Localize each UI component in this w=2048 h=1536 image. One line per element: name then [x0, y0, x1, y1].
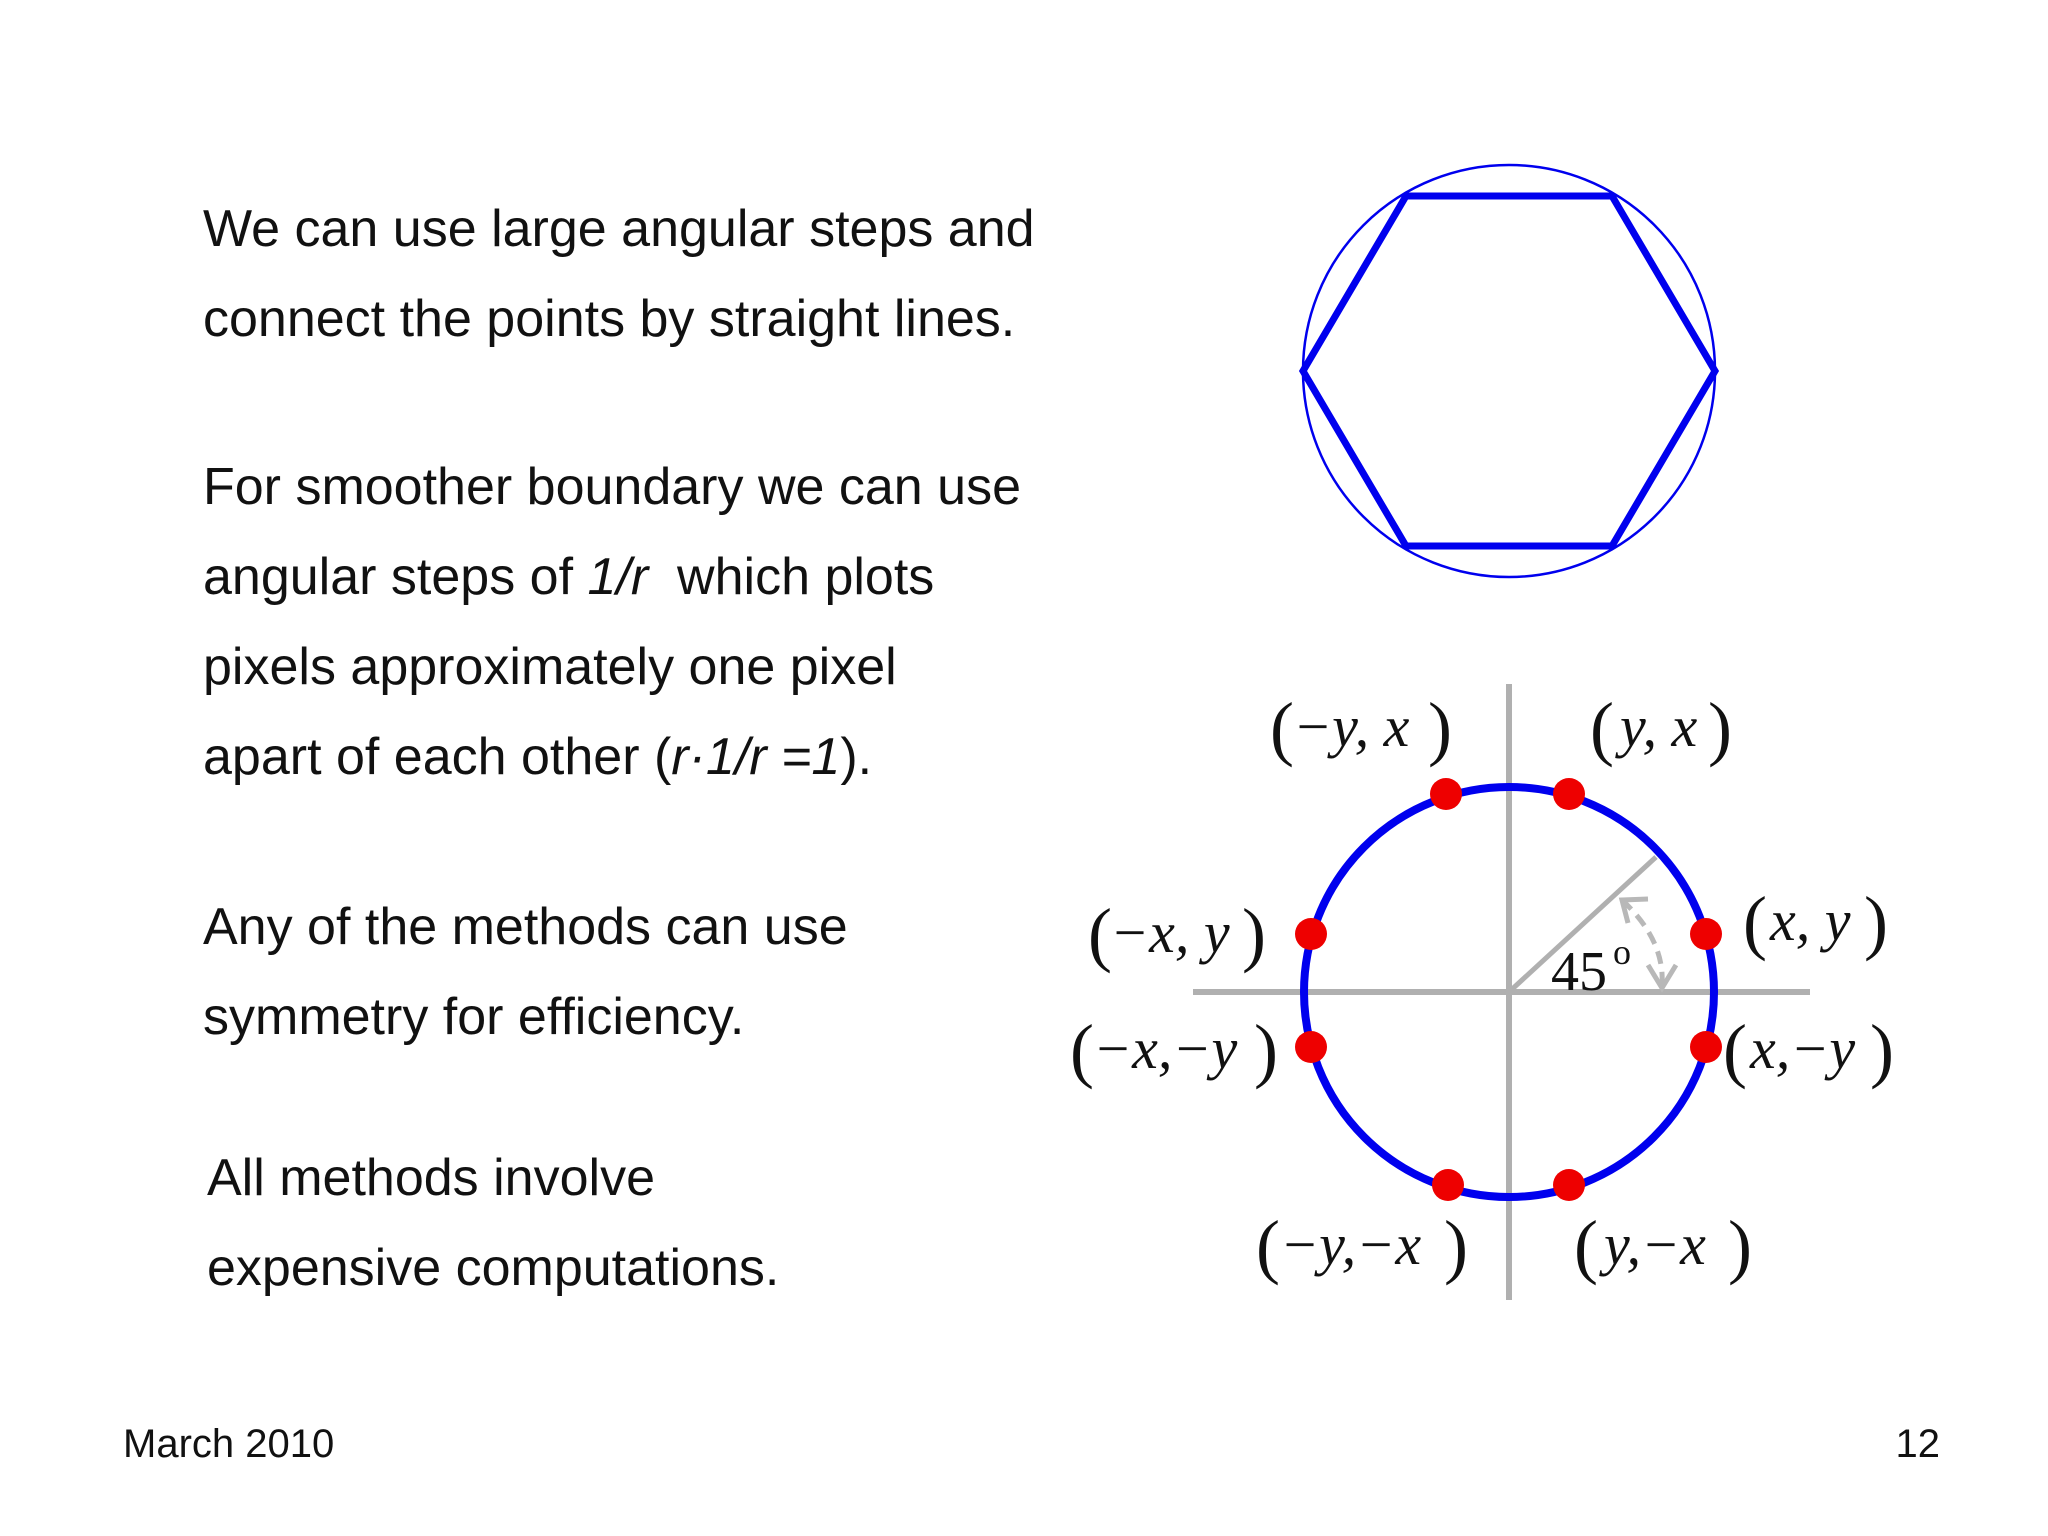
coord-text: −y, x	[1293, 694, 1410, 759]
coord-text: −y,−x	[1280, 1212, 1422, 1277]
label-mid-left-upper	[1088, 894, 1266, 974]
italic-math: 1/r	[587, 548, 649, 606]
degree-mark: o	[1613, 932, 1631, 972]
coord-text: x, y	[1770, 888, 1851, 953]
point-neg-y-neg-x	[1432, 1169, 1464, 1201]
symmetry-diagram	[1070, 684, 1894, 1300]
text-line: pixels approximately one pixel	[203, 638, 897, 696]
open-paren: (	[1256, 1206, 1280, 1286]
open-paren: (	[1723, 1010, 1747, 1090]
label-mid-right-lower	[1723, 1010, 1894, 1090]
label-top-left	[1270, 688, 1452, 768]
coord-text: −x,−y	[1093, 1016, 1238, 1081]
point-y-x	[1553, 778, 1585, 810]
close-paren: )	[1242, 894, 1266, 974]
point-neg-x-y	[1295, 918, 1327, 950]
point-neg-x-neg-y	[1295, 1031, 1327, 1063]
label-mid-right-upper	[1743, 882, 1888, 962]
close-paren: )	[1254, 1010, 1278, 1090]
close-paren: )	[1428, 688, 1452, 768]
italic-math: r·1/r =1	[671, 728, 841, 786]
label-bottom-right	[1574, 1206, 1752, 1286]
text-line: expensive computations.	[207, 1239, 780, 1297]
label-mid-left-lower	[1070, 1010, 1278, 1090]
coord-text: y, x	[1620, 694, 1698, 759]
close-paren: )	[1870, 1010, 1894, 1090]
angle-label: 45	[1551, 941, 1607, 1003]
text-segment: which plots	[648, 548, 935, 606]
close-paren: )	[1728, 1206, 1752, 1286]
text-line: All methods involve	[207, 1149, 655, 1207]
open-paren: (	[1070, 1010, 1094, 1090]
text-segment: apart of each other (	[203, 728, 672, 786]
open-paren: (	[1088, 894, 1112, 974]
coord-text: y,−x	[1604, 1212, 1706, 1277]
text-line: We can use large angular steps and	[203, 200, 1035, 258]
close-paren: )	[1708, 688, 1732, 768]
circumscribed-circle	[1303, 165, 1715, 577]
text-line: For smoother boundary we can use	[203, 458, 1021, 516]
close-paren: )	[1864, 882, 1888, 962]
hexagon-diagram	[1303, 165, 1715, 577]
text-segment: angular steps of	[203, 548, 588, 606]
text-line: connect the points by straight lines.	[203, 290, 1016, 348]
coord-text: x,−y	[1750, 1016, 1856, 1081]
point-neg-y-x	[1430, 778, 1462, 810]
open-paren: (	[1270, 688, 1294, 768]
open-paren: (	[1574, 1206, 1598, 1286]
point-x-neg-y	[1690, 1031, 1722, 1063]
hexagon	[1303, 196, 1715, 546]
open-paren: (	[1743, 882, 1767, 962]
text-segment: ).	[840, 728, 873, 786]
close-paren: )	[1444, 1206, 1468, 1286]
point-y-neg-x	[1553, 1169, 1585, 1201]
text-line: Any of the methods can use	[203, 898, 848, 956]
label-top-right	[1590, 688, 1732, 768]
page-number: 12	[1895, 1422, 1940, 1466]
label-bottom-left	[1256, 1206, 1468, 1286]
text-line: symmetry for efficiency.	[203, 988, 745, 1046]
open-paren: (	[1590, 688, 1614, 768]
footer-date: March 2010	[123, 1422, 335, 1466]
coord-text: −x, y	[1110, 900, 1230, 965]
point-x-y	[1690, 918, 1722, 950]
